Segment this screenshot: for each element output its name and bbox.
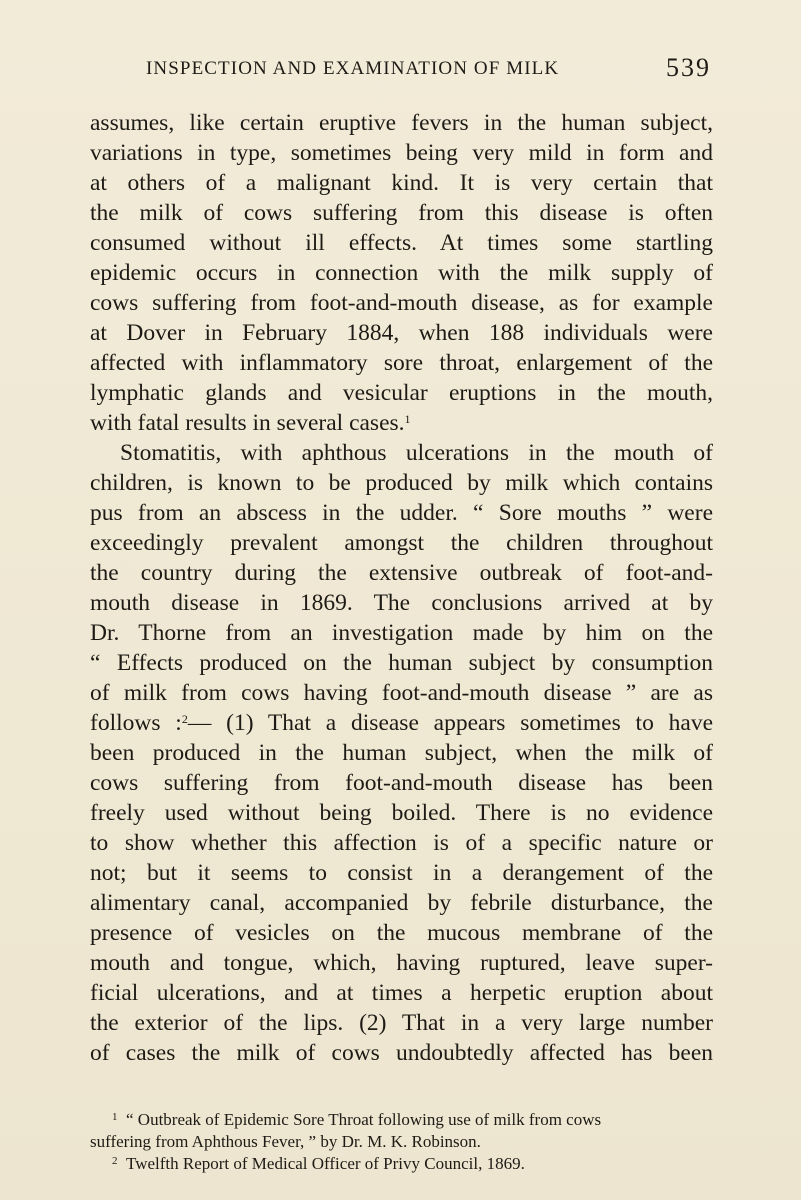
- footnote-text: “ Outbreak of Epidemic Sore Throat following use of milk from cows: [126, 1110, 602, 1129]
- page-header: [0, 53, 801, 92]
- footnote-1: [90, 1109, 713, 1131]
- text-line: Dr. Thorne from an investigation made by him on the: [90, 620, 713, 646]
- text-line: freely used without being boiled. There is no evidence: [90, 800, 713, 826]
- text-line: Stomatitis, with aphthous ulcerations in the mouth of: [120, 440, 713, 466]
- footnote-ref-1: 1: [404, 412, 411, 426]
- text-line: of milk from cows having foot-and-mouth disease ” are as: [90, 680, 713, 706]
- text-line: cows suffering from foot-and-mouth disease, as for example: [90, 290, 713, 316]
- text-line: at others of a malignant kind. It is very certain that: [90, 170, 713, 196]
- footnote-1-continued: suffering from Aphthous Fever, ” by Dr. M. K. Robinson.: [90, 1132, 481, 1151]
- text-fragment: with fatal results in several cases.: [90, 410, 405, 436]
- text-line: not; but it seems to consist in a derangement of the: [90, 860, 713, 886]
- text-line: at Dover in February 1884, when 188 individuals were: [90, 320, 713, 346]
- footnote-mark: 1: [112, 1111, 118, 1123]
- text-fragment: — (1) That a disease appears sometimes to have: [187, 710, 713, 736]
- text-line: assumes, like certain eruptive fevers in the human subject,: [90, 110, 713, 136]
- text-line: of cases the milk of cows undoubtedly affected has been: [90, 1040, 713, 1066]
- text-line: the exterior of the lips. (2) That in a very large number: [90, 1010, 713, 1036]
- text-line: mouth and tongue, which, having ruptured, leave super-: [90, 950, 713, 976]
- text-line: been produced in the human subject, when the milk of: [90, 740, 713, 766]
- text-line: alimentary canal, accompanied by febrile disturbance, the: [90, 890, 713, 916]
- footnote-2: [90, 1153, 713, 1175]
- text-line: [90, 408, 713, 438]
- text-line: the milk of cows suffering from this disease is often: [90, 200, 713, 226]
- text-line: lymphatic glands and vesicular eruptions in the mouth,: [90, 380, 713, 406]
- footnotes: [90, 1109, 713, 1175]
- text-line: presence of vesicles on the mucous membrane of the: [90, 920, 713, 946]
- footnote-mark: 2: [112, 1155, 118, 1167]
- text-fragment: follows :: [90, 710, 182, 736]
- text-line: ficial ulcerations, and at times a herpetic eruption about: [90, 980, 713, 1006]
- text-line: cows suffering from foot-and-mouth disease has been: [90, 770, 713, 796]
- text-line: epidemic occurs in connection with the milk supply of: [90, 260, 713, 286]
- text-line: mouth disease in 1869. The conclusions arrived at by: [90, 590, 713, 616]
- text-line: variations in type, sometimes being very mild in form and: [90, 140, 713, 166]
- text-line: affected with inflammatory sore throat, enlargement of the: [90, 350, 713, 376]
- text-line: to show whether this affection is of a specific nature or: [90, 830, 713, 856]
- body-text: [90, 108, 713, 1068]
- text-line: “ Effects produced on the human subject by consumption: [90, 650, 713, 676]
- text-line: children, is known to be produced by milk which contains: [90, 470, 713, 496]
- text-line: [90, 708, 713, 738]
- footnote-ref-2: 2: [181, 712, 188, 726]
- page-number: 539: [666, 53, 711, 82]
- running-head: INSPECTION AND EXAMINATION OF MILK: [146, 58, 560, 79]
- footnote-text: Twelfth Report of Medical Officer of Privy Council, 1869.: [126, 1154, 525, 1173]
- text-line: pus from an abscess in the udder. “ Sore mouths ” were: [90, 500, 713, 526]
- text-line: the country during the extensive outbreak of foot-and-: [90, 560, 713, 586]
- text-line: exceedingly prevalent amongst the children throughout: [90, 530, 713, 556]
- text-line: consumed without ill effects. At times some startling: [90, 230, 713, 256]
